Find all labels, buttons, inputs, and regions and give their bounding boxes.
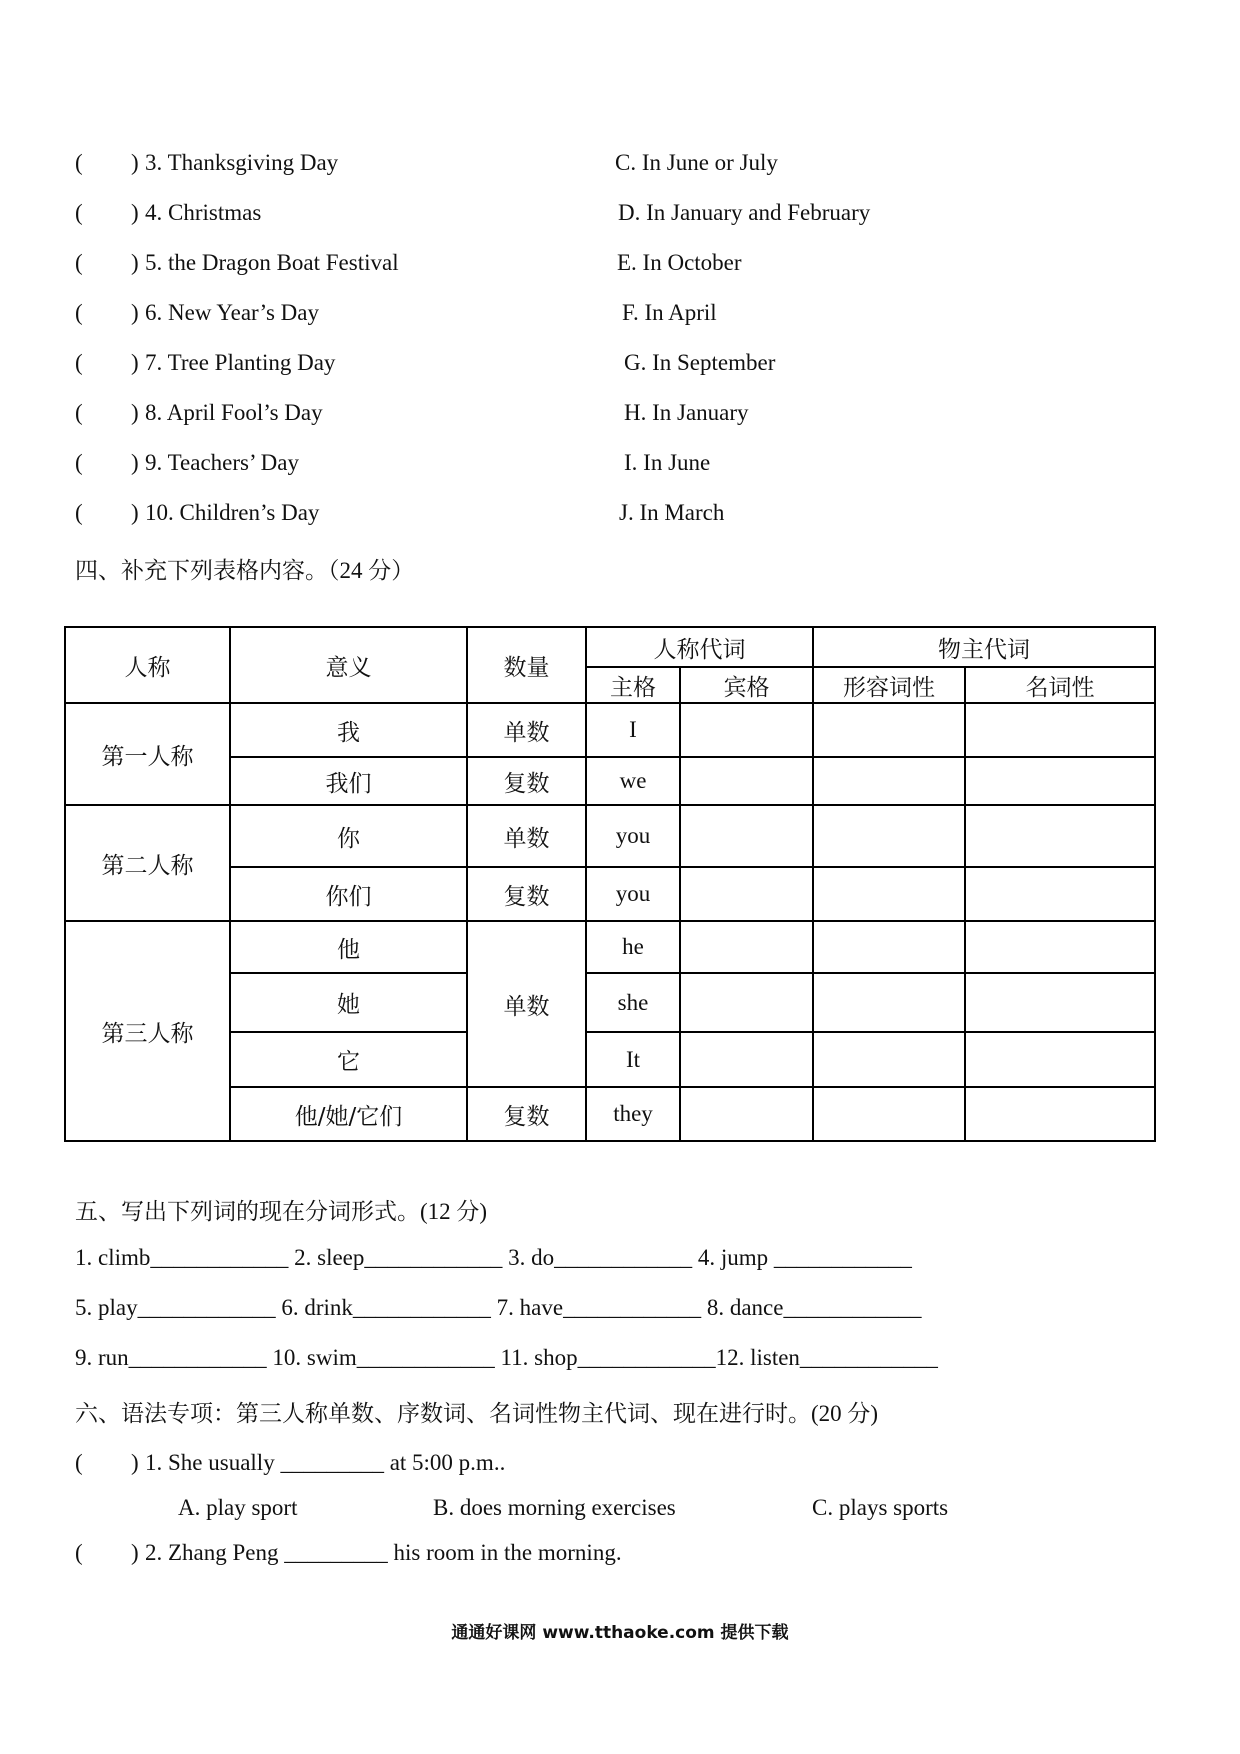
matching-row: ( ) 6. New Year’s Day F. In April — [75, 300, 717, 325]
header-object: 宾格 — [680, 667, 813, 703]
cell-subject: It — [586, 1032, 680, 1087]
blank-cell[interactable] — [813, 703, 965, 757]
cell-meaning: 我们 — [230, 757, 467, 805]
section-4-title: 四、补充下列表格内容。（24 分） — [75, 558, 415, 583]
header-number: 数量 — [467, 627, 586, 703]
blank-cell[interactable] — [965, 1087, 1155, 1141]
matching-item: Teachers’ Day — [167, 450, 300, 475]
blank-cell[interactable] — [813, 1032, 965, 1087]
option-b: B. does morning exercises — [433, 1495, 676, 1520]
matching-option: I. In June — [624, 450, 711, 475]
option-c: C. plays sports — [812, 1495, 949, 1520]
cell-meaning: 我 — [230, 703, 467, 757]
matching-item: New Year’s Day — [168, 300, 319, 325]
section-5-title: 五、写出下列词的现在分词形式。(12 分) — [75, 1199, 488, 1224]
matching-num: 10. — [145, 500, 174, 525]
blank-cell[interactable] — [965, 757, 1155, 805]
blank-cell[interactable] — [813, 757, 965, 805]
cell-number-third-singular: 单数 — [467, 921, 586, 1087]
header-noun: 名词性 — [965, 667, 1155, 703]
matching-num: 3. — [145, 150, 163, 175]
blank-cell[interactable] — [680, 805, 813, 867]
worksheet-page: ( ) 3. Thanksgiving Day C. In June or July ( ) 4. Christmas D. In January and February ( ) 5. the Dragon Boat Festival E. In October ( ) 6. New Year’s Day F. In April ( ) 7. Tree Planting Day G. In September ( ) 8. April Fool’s Day H. In January ( ) 9. Teachers’ Day I. In June ( ) 10. Children’s Day J. In March 四、补充下列表格内容。（24 分） 人称 意义 数量 人称代词 物主代词 主格 宾格 形容词性 名词性 第一人称 我 单数 I 我们 复数 we 第二人称 你 单数 you 你们 复数 you 第三人称 他 单数 he 她 she 它 It 他/她/它们 复数 they 五、写出下列词的现在分词形式。(12 分) 1. climb____________ 2. sleep____________ 3. do____________ 4. jump ____________ 5. play____________ 6. drink____________ 7. have____________ 8. dance____________ 9. run____________ 10. swim____________ 11. shop____________12. listen____________ 六、语法专项：第三人称单数、序数词、名词性物主代词、现在进行时。(20 分) ( ) 1. She usually _________ at 5:00 p.m.. A. play sport B. does morning exercises C. plays sports ( ) 2. Zhang Peng _________ his room in the morning. 通通好课网 www.tthaoke.com 提供下载 — [0, 0, 1240, 1754]
blank-cell[interactable] — [965, 1032, 1155, 1087]
cell-number: 单数 — [467, 703, 586, 757]
exercise-line: 9. run____________ 10. swim____________ 11. shop____________12. listen____________ — [75, 1345, 938, 1370]
cell-number: 复数 — [467, 1087, 586, 1141]
cell-number: 复数 — [467, 867, 586, 921]
table-row — [65, 703, 1155, 757]
blank-cell[interactable] — [680, 867, 813, 921]
matching-item: Tree Planting Day — [167, 350, 336, 375]
cell-subject: we — [586, 757, 680, 805]
matching-row: ( ) 9. Teachers’ Day I. In June — [75, 450, 711, 475]
header-subject: 主格 — [586, 667, 680, 703]
table-row — [65, 805, 1155, 867]
question-1-text: 1. She usually _________ at 5:00 p.m.. — [145, 1450, 506, 1475]
matching-item: the Dragon Boat Festival — [168, 250, 399, 275]
group-third-person: 第三人称 — [65, 921, 230, 1141]
cell-subject: she — [586, 973, 680, 1032]
cell-subject: they — [586, 1087, 680, 1141]
matching-row: ( ) 10. Children’s Day J. In March — [75, 500, 725, 525]
matching-item: Thanksgiving Day — [167, 150, 339, 175]
exercise-line: 5. play____________ 6. drink____________ 7. have____________ 8. dance____________ — [75, 1295, 922, 1320]
blank-cell[interactable] — [965, 921, 1155, 973]
group-second-person: 第二人称 — [65, 805, 230, 921]
matching-row: ( ) 5. the Dragon Boat Festival E. In October — [75, 250, 742, 275]
matching-option: F. In April — [622, 300, 717, 325]
cell-subject: I — [586, 703, 680, 757]
blank-cell[interactable] — [813, 973, 965, 1032]
cell-subject: he — [586, 921, 680, 973]
header-meaning: 意义 — [230, 627, 467, 703]
matching-num: 6. — [145, 300, 163, 325]
matching-row: ( ) 4. Christmas D. In January and February — [75, 200, 871, 225]
cell-meaning: 他 — [230, 921, 467, 973]
cell-subject: you — [586, 805, 680, 867]
question-2-text: 2. Zhang Peng _________ his room in the morning. — [145, 1540, 622, 1565]
header-person: 人称 — [65, 627, 230, 703]
matching-row: ( ) 3. Thanksgiving Day C. In June or July — [75, 150, 778, 175]
cell-meaning: 她 — [230, 973, 467, 1032]
blank-cell[interactable] — [680, 973, 813, 1032]
footer-watermark: 通通好课网 www.tthaoke.com 提供下载 — [451, 1623, 789, 1643]
cell-meaning: 你 — [230, 805, 467, 867]
blank-cell[interactable] — [965, 973, 1155, 1032]
matching-row: ( ) 7. Tree Planting Day G. In September — [75, 350, 776, 375]
section-6-title: 六、语法专项：第三人称单数、序数词、名词性物主代词、现在进行时。(20 分) — [75, 1401, 879, 1426]
matching-num: 7. — [145, 350, 163, 375]
blank-cell[interactable] — [680, 1087, 813, 1141]
table-row — [65, 921, 1155, 973]
matching-row: ( ) 8. April Fool’s Day H. In January — [75, 400, 749, 425]
matching-num: 9. — [145, 450, 163, 475]
matching-item: Children’s Day — [179, 500, 320, 525]
header-personal-pronoun: 人称代词 — [586, 627, 813, 667]
cell-meaning: 你们 — [230, 867, 467, 921]
blank-cell[interactable] — [965, 805, 1155, 867]
blank-cell[interactable] — [680, 1032, 813, 1087]
header-possessive-pronoun: 物主代词 — [813, 627, 1155, 667]
blank-cell[interactable] — [680, 703, 813, 757]
matching-option: D. In January and February — [618, 200, 871, 225]
cell-meaning: 它 — [230, 1032, 467, 1087]
blank-cell[interactable] — [965, 867, 1155, 921]
blank-cell[interactable] — [813, 1087, 965, 1141]
header-adjective: 形容词性 — [813, 667, 965, 703]
blank-cell[interactable] — [680, 757, 813, 805]
matching-option: J. In March — [619, 500, 725, 525]
option-a: A. play sport — [178, 1495, 298, 1520]
cell-subject: you — [586, 867, 680, 921]
matching-item: Christmas — [168, 200, 262, 225]
matching-num: 5. — [145, 250, 163, 275]
cell-meaning: 他/她/它们 — [230, 1087, 467, 1141]
cell-number: 单数 — [467, 805, 586, 867]
group-first-person: 第一人称 — [65, 703, 230, 805]
matching-option: E. In October — [617, 250, 742, 275]
cell-number: 复数 — [467, 757, 586, 805]
matching-option: H. In January — [624, 400, 749, 425]
matching-item: April Fool’s Day — [166, 400, 323, 425]
matching-num: 8. — [145, 400, 163, 425]
pronoun-table — [64, 626, 1156, 1142]
blank-cell[interactable] — [813, 805, 965, 867]
exercise-line: 1. climb____________ 2. sleep____________ 3. do____________ 4. jump ____________ — [75, 1245, 912, 1270]
blank-cell[interactable] — [965, 703, 1155, 757]
blank-cell[interactable] — [813, 921, 965, 973]
blank-cell[interactable] — [680, 921, 813, 973]
matching-option: C. In June or July — [615, 150, 778, 175]
matching-option: G. In September — [624, 350, 776, 375]
matching-num: 4. — [145, 200, 163, 225]
blank-cell[interactable] — [813, 867, 965, 921]
